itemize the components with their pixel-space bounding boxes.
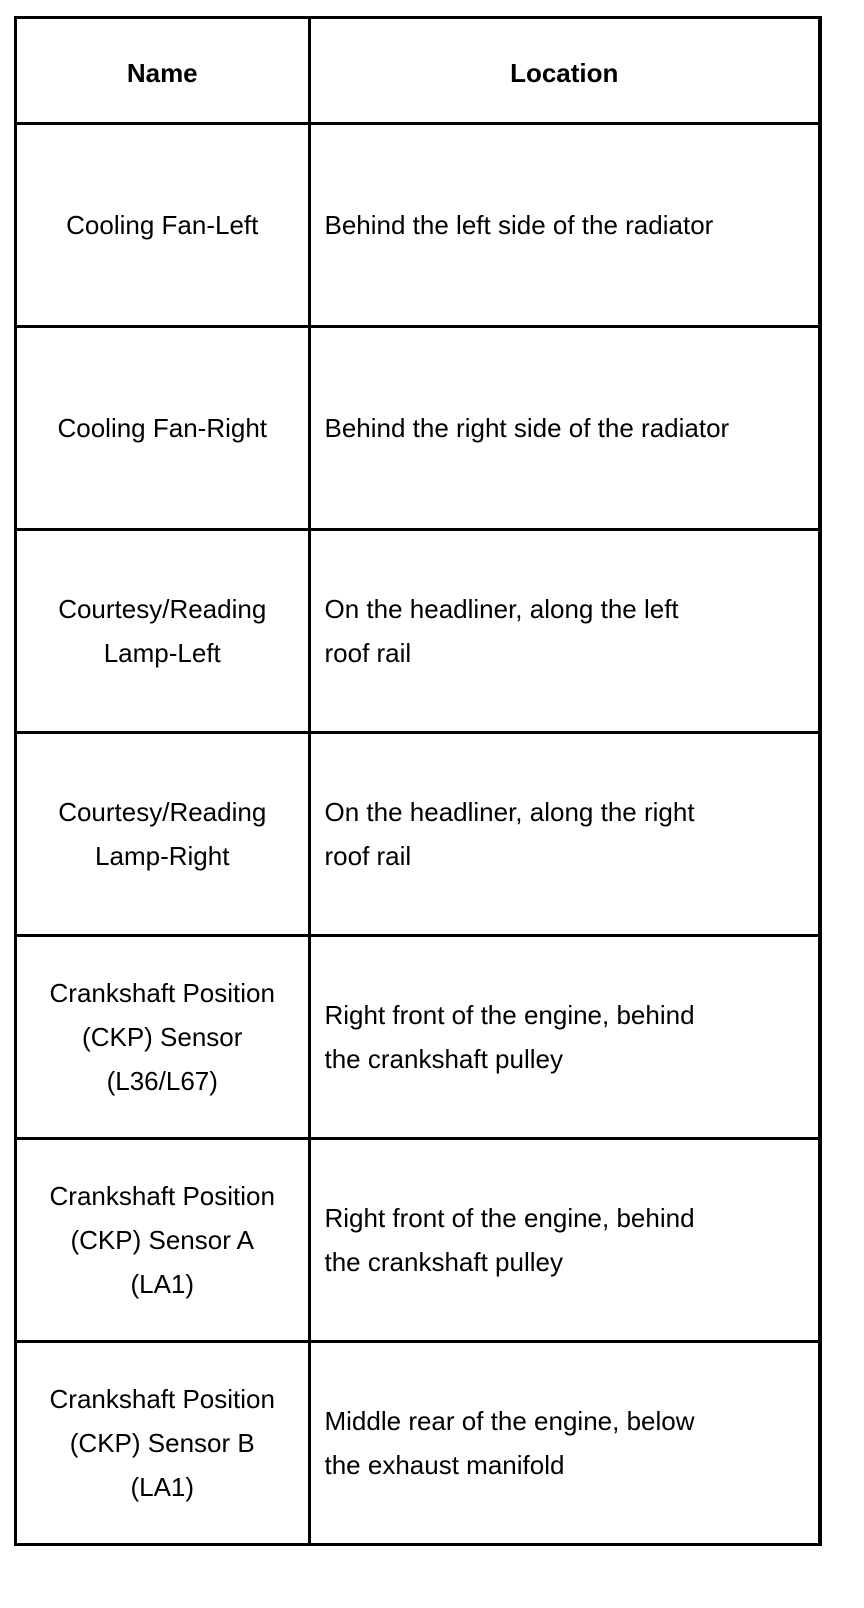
row-name: Crankshaft Position (CKP) Sensor A (LA1) — [49, 1180, 275, 1299]
row-location-cell — [309, 732, 818, 935]
row-location: Right front of the engine, behind the crankshaft pulley — [324, 999, 695, 1074]
table-header-row — [17, 19, 818, 123]
row-name: Courtesy/Reading Lamp-Left — [58, 593, 267, 668]
row-location: Right front of the engine, behind the crankshaft pulley — [324, 1202, 695, 1277]
header-name: Name — [17, 19, 309, 123]
table-row — [17, 1341, 818, 1544]
header-location: Location — [510, 58, 619, 89]
row-name: Cooling Fan-Left — [66, 209, 259, 240]
component-location-table — [17, 19, 818, 1546]
row-location: On the headliner, along the right roof rail — [324, 796, 695, 871]
row-name-cell — [17, 1138, 309, 1341]
row-location: Behind the left side of the radiator — [324, 209, 714, 240]
table-row — [17, 732, 818, 935]
row-name: Crankshaft Position (CKP) Sensor (L36/L67) — [49, 977, 275, 1096]
row-name: Crankshaft Position (CKP) Sensor B (LA1) — [49, 1383, 275, 1502]
row-location: Middle rear of the engine, below the exhaust manifold — [324, 1405, 695, 1480]
row-name: Courtesy/Reading Lamp-Right — [58, 796, 267, 871]
row-name-cell — [17, 123, 309, 326]
table-row — [17, 326, 818, 529]
table-row — [17, 123, 818, 326]
row-location-cell — [309, 123, 818, 326]
row-name-cell — [17, 529, 309, 732]
row-name: Cooling Fan-Right — [57, 412, 268, 443]
row-name-cell — [17, 935, 309, 1138]
row-location: On the headliner, along the left roof rail — [324, 593, 679, 668]
row-name-cell — [17, 326, 309, 529]
row-location-cell — [309, 1341, 818, 1544]
row-name-cell — [17, 732, 309, 935]
row-name-cell — [17, 1341, 309, 1544]
row-location-cell — [309, 935, 818, 1138]
row-location: Behind the right side of the radiator — [324, 412, 730, 443]
table-row — [17, 529, 818, 732]
row-location-cell — [309, 326, 818, 529]
row-location-cell — [309, 529, 818, 732]
table-row — [17, 935, 818, 1138]
table-row — [17, 1138, 818, 1341]
row-location-cell — [309, 1138, 818, 1341]
component-location-table-frame — [14, 16, 822, 1546]
